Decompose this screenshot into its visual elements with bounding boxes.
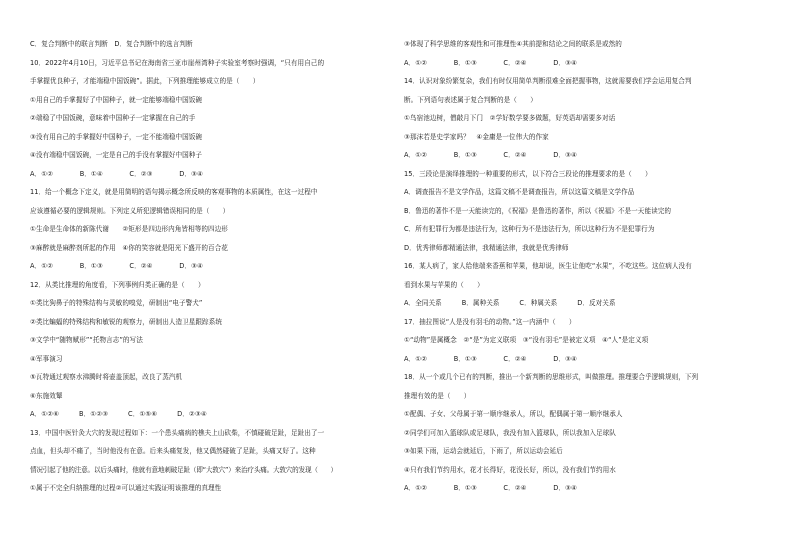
q9-options-cd: C．复合判断中的联言判断 D．复合判断中的选言判断 bbox=[30, 40, 193, 48]
q17-answer-options: A．①② B．①③ C．②④ D．③④ bbox=[404, 355, 577, 363]
q10-statement-1: ①用自己的手掌握好了中国种子，就一定能够端稳中国饭碗 bbox=[30, 96, 203, 104]
q12-item-4: ④军事演习 bbox=[30, 355, 63, 363]
q16-stem-line2: 看到水果与苹果的（ ） bbox=[404, 281, 484, 289]
q10-statement-2: ②端稳了中国饭碗，意味着中国种子一定掌握在自己的手 bbox=[30, 114, 196, 122]
q12-item-1: ①类比狗鼻子的特殊结构与灵敏的嗅觉，研制出“电子警犬” bbox=[30, 299, 203, 307]
q15-stem: 15．三段论是演绎推理的一种重要的形式，以下符合三段论的推理要求的是（ ） bbox=[404, 170, 652, 178]
q11-stem-line1: 11．给一个概念下定义，就是用简明的语句揭示概念所反映的客观事物的本质属性，在这一过程中 bbox=[30, 188, 318, 196]
q11-statements-3-4: ③麻醉就是麻醉剂所起的作用 ④你的笑容就是阳光下盛开的百合花 bbox=[30, 244, 228, 252]
q16-answer-options: A．全同关系 B．属种关系 C．种属关系 D．反对关系 bbox=[404, 299, 616, 307]
q15-option-c: C．所有犯罪行为都是违法行为，这种行为不是违法行为，所以这种行为不是犯罪行为 bbox=[404, 225, 655, 233]
q15-option-d: D．优秀律师都精通法律，我精通法律，我就是优秀律师 bbox=[404, 244, 569, 252]
q13-stem-line3: 情况引起了他的注意。以后头痛时，他就有意地刺破足趾（即“大敦穴”）来治疗头痛。大敦穴的发现（ ） bbox=[30, 466, 337, 474]
q12-item-5: ⑤瓦特通过观察水沸腾时将壶盖顶起，改良了蒸汽机 bbox=[30, 373, 183, 381]
q13-statements-3-4: ③体现了科学思维的客观性和可推理性④其前提和结论之间的联系是或然的 bbox=[404, 40, 622, 48]
q14-statements-1-2: ①鸟宿池边树，僧敲月下门 ②学好数学要多做题，好英语却需要多对话 bbox=[404, 114, 616, 122]
q11-stem-line2: 应该遵循必要的逻辑规则。下列定义所犯逻辑错误相同的是（ ） bbox=[30, 207, 230, 215]
q13-stem-line2: 点血，但头却不痛了，当时他没有在意。后来头痛复发，他又偶然碰破了足趾，头痛又好了。这种 bbox=[30, 447, 316, 455]
q10-statement-4: ④没有端稳中国饭碗，一定是自己的手没有掌握好中国种子 bbox=[30, 151, 203, 159]
q17-stem: 17．抽拉图说“人是没有羽毛的动物。”这一内涵中（ ） bbox=[404, 318, 576, 326]
q11-answer-options: A．①② B．①③ C．②④ D．③④ bbox=[30, 262, 203, 270]
q10-answer-options: A．①② B．①④ C．②③ D．③④ bbox=[30, 170, 203, 178]
q14-answer-options: A．①② B．①③ C．②④ D．③④ bbox=[404, 151, 577, 159]
q14-stem-line1: 14．认识对象纷繁复杂，我们有时仅用简单判断很难全面把握事物，这就需要我们学会运用复合判 bbox=[404, 77, 692, 85]
q12-answer-options: A．①②⑥ B．①②③ C．①⑤⑥ D．②③④ bbox=[30, 410, 207, 418]
q14-statements-3-4: ③那沫若是史学家吗？ ④金庸是一位伟大的作家 bbox=[404, 133, 549, 141]
q18-stem-line2: 推理有效的是（ ） bbox=[404, 392, 471, 400]
q13-answer-options: A．①② B．①③ C．②④ D．③④ bbox=[404, 59, 577, 67]
q12-item-3: ③文学中“随物赋形”“托物言志”的写法 bbox=[30, 336, 143, 344]
q15-option-b: B．鲁迅的著作不是一天能读完的，《祝福》是鲁迅的著作，所以《祝福》不是一天能读完的 bbox=[404, 207, 672, 215]
q10-stem-line1: 10．2022年4月10日，习近平总书记在海南省三亚市崖州湾种子实验室考察时强调，“只有用自己的 bbox=[30, 59, 325, 67]
q18-stem-line1: 18．从一个或几个已有的判断，推出一个新判断的思维形式，叫做推理。推理要合乎逻辑规则，下列 bbox=[404, 373, 699, 381]
q13-statements-1-2: ①属于不完全归纳推理的过程②可以通过实践证明该推理的真理性 bbox=[30, 484, 222, 492]
q16-stem-line1: 16．某人病了，家人给他端来香蕉和苹果，他却说，医生让他吃“水果”，不吃这些。这位病人没有 bbox=[404, 262, 692, 270]
q18-statement-3: ③如果下雨，运动会就延后，下雨了，所以运动会延后 bbox=[404, 447, 563, 455]
q10-stem-line2: 手掌握优良种子，才能端稳中国饭碗”。据此，下列推理能够成立的是（ ） bbox=[30, 77, 260, 85]
q18-statement-1: ①配偶、子女、父母属于第一顺序继承人，所以，配偶属于第一顺序继承人 bbox=[404, 410, 623, 418]
q12-item-6: ⑥东施效颦 bbox=[30, 392, 63, 400]
q10-statement-3: ③没有用自己的手掌握好中国种子，一定不能端稳中国饭碗 bbox=[30, 133, 203, 141]
q13-stem-line1: 13．中国中医针灸大穴的发现过程如下：一个患头痛病的樵夫上山砍柴，不慎碰破足趾，足趾出了一 bbox=[30, 429, 325, 437]
q18-statement-4: ④只有我们节约用水，花才长得好，花没长好，所以，没有我们节约用水 bbox=[404, 466, 616, 474]
q14-stem-line2: 断。下列语句表述属于复合判断的是（ ） bbox=[404, 96, 537, 104]
q18-statement-2: ②同学们可加入篮球队或足球队，我没有加入篮球队，所以我加入足球队 bbox=[404, 429, 616, 437]
q17-statements: ①“动物”是属概念 ②“是”为定义联项 ③“没有羽毛”是被定义项 ④“人”是定义项 bbox=[404, 336, 649, 344]
q15-option-a: A．调查报告不是文学作品，这篇文稿不是调查报告，所以这篇文稿是文学作品 bbox=[404, 188, 635, 196]
q12-stem: 12．从类比推理的角度看，下列事例归类正确的是（ ） bbox=[30, 281, 205, 289]
q18-answer-options: A．①② B．①③ C．②④ D．③④ bbox=[404, 484, 577, 492]
q12-item-2: ②类比蝙蝠的特殊结构和敏锐的观察力，研制出人造卫星跟踪系统 bbox=[30, 318, 222, 326]
q11-statements-1-2: ①生命是生命体的新陈代谢 ②矩形是四边形内角皆相等的四边形 bbox=[30, 225, 228, 233]
